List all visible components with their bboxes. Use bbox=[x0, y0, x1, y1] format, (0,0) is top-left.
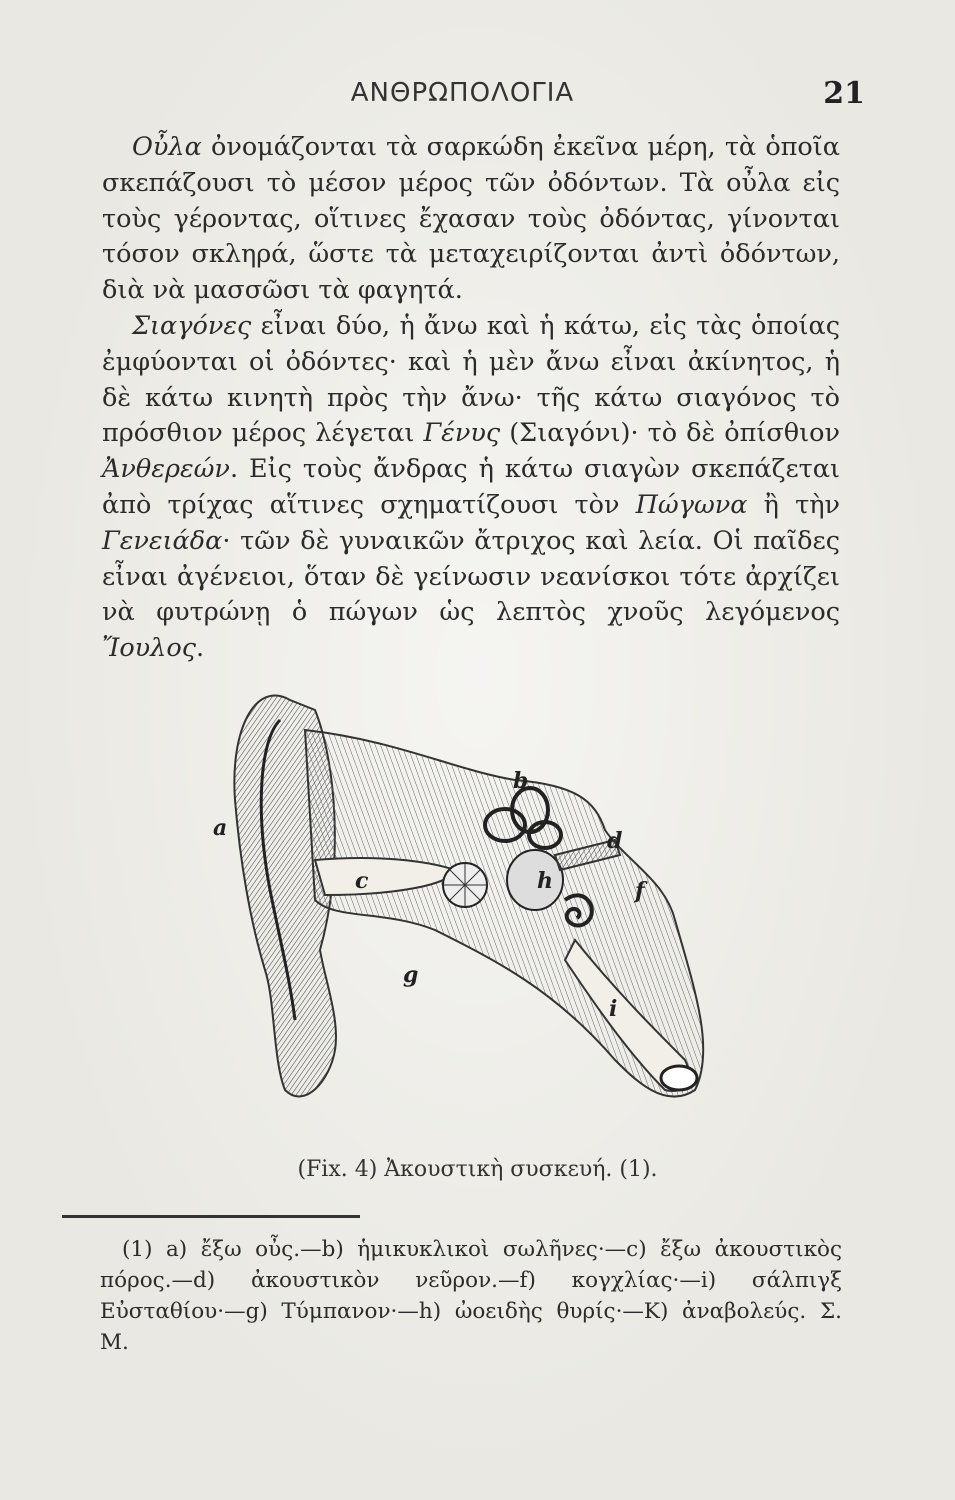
label-h: h bbox=[537, 868, 553, 894]
term-beard: Πώγωνα bbox=[635, 489, 748, 520]
term-chin: Γένυς bbox=[423, 418, 501, 449]
tube-opening bbox=[661, 1066, 697, 1090]
paragraph-jaws-text: εἶναι δύο, ἡ ἄνω καὶ ἡ κάτω, εἰς τὰς ὁποίας ἐμφύονται οἱ ὀδόντες· καὶ ἡ μὲν ἄνω εἶναι ἀκίνητος, ἡ δὲ κάτω κινητὴ πρὸς τὴν ἄνω· τῆς κάτω σιαγόνος τὸ πρόσθιον μέρος λέγεται bbox=[102, 310, 840, 449]
vestibule-shape bbox=[507, 850, 563, 910]
body-text bbox=[102, 130, 840, 667]
paragraph-jaws-text-3: . Εἰς τοὺς ἄνδρας ἡ κάτω σιαγὼν σκεπάζεται ἀπὸ τρίχας αἵτινες σχηματίζουσι τὸν bbox=[102, 454, 840, 520]
paragraph-gums-text: ὀνομάζονται τὰ σαρκώδη ἐκεῖνα μέρη, τὰ ὁποῖα σκεπάζουσι τὸ μέσον μέρος τῶν ὀδόντων. Τὰ οὖλα εἰς τοὺς γέροντας, οἵτινες ἔχασαν τοὺς ὀδόντας, γίνονται τόσον σκληρά, ὥστε τὰ μεταχειρίζονται ἀντὶ ὀδόντων, διὰ νὰ μασσῶσι τὰ φαγητά. bbox=[102, 132, 840, 306]
term-lower-chin: Ἀνθερεών bbox=[102, 454, 230, 485]
footnote bbox=[100, 1234, 842, 1358]
footnote-rule bbox=[62, 1215, 360, 1218]
page-number: 21 bbox=[823, 76, 865, 111]
label-d: d bbox=[607, 828, 623, 854]
paragraph-jaws-text-4: ἢ τὴν bbox=[747, 489, 840, 520]
label-f: f bbox=[635, 878, 645, 904]
label-b: b bbox=[513, 768, 529, 794]
label-a: a bbox=[213, 815, 228, 841]
label-c: c bbox=[355, 868, 369, 894]
paragraph-jaws-end: . bbox=[195, 633, 205, 664]
paragraph-jaws-text-5: · τῶν δὲ γυναικῶν ἄτριχος καὶ λεία. Οἱ παῖδες εἶναι ἀγένειοι, ὅταν δὲ γείνωσιν νεανίσκοι τότε ἀρχίζει νὰ φυτρώνῃ ὁ πώγων ὡς λεπτὸς χνοῦς λεγόμενος bbox=[102, 525, 840, 628]
footnote-text: (1) a) ἔξω οὖς.—b) ἡμικυκλικοὶ σωλῆνες·—c) ἔξω ἀκουστικὸς πόρος.—d) ἀκουστικὸν νεῦρον.—f) κογχλίας·—i) σάλπιγξ Εὐσταθίου·—g) Τύμπανον·—h) ὠοειδὴς θυρίς·—K) ἀναβολεύς. Σ. Μ. bbox=[100, 1237, 842, 1355]
term-gums: Οὖλα bbox=[132, 132, 202, 162]
label-i: i bbox=[609, 996, 618, 1022]
paragraph-gums bbox=[102, 130, 840, 309]
term-ioulos: Ἴουλος bbox=[102, 633, 196, 664]
paragraph-jaws bbox=[102, 309, 840, 667]
label-g: g bbox=[403, 962, 419, 988]
ear-anatomy-figure bbox=[195, 660, 765, 1130]
running-title: ΑΝΘΡΩΠΟΛΟΓΙΑ bbox=[350, 78, 575, 108]
term-geneiada: Γενειάδα bbox=[102, 525, 223, 556]
running-head bbox=[80, 76, 865, 114]
figure-caption: (Fix. 4) Ἀκουστικὴ συσκευή. (1). bbox=[297, 1157, 658, 1182]
paragraph-jaws-text-2: (Σιαγόνι)· τὸ δὲ ὀπίσθιον bbox=[500, 418, 840, 449]
ear-illustration bbox=[195, 660, 765, 1130]
term-jaws: Σιαγόνες bbox=[132, 310, 252, 341]
